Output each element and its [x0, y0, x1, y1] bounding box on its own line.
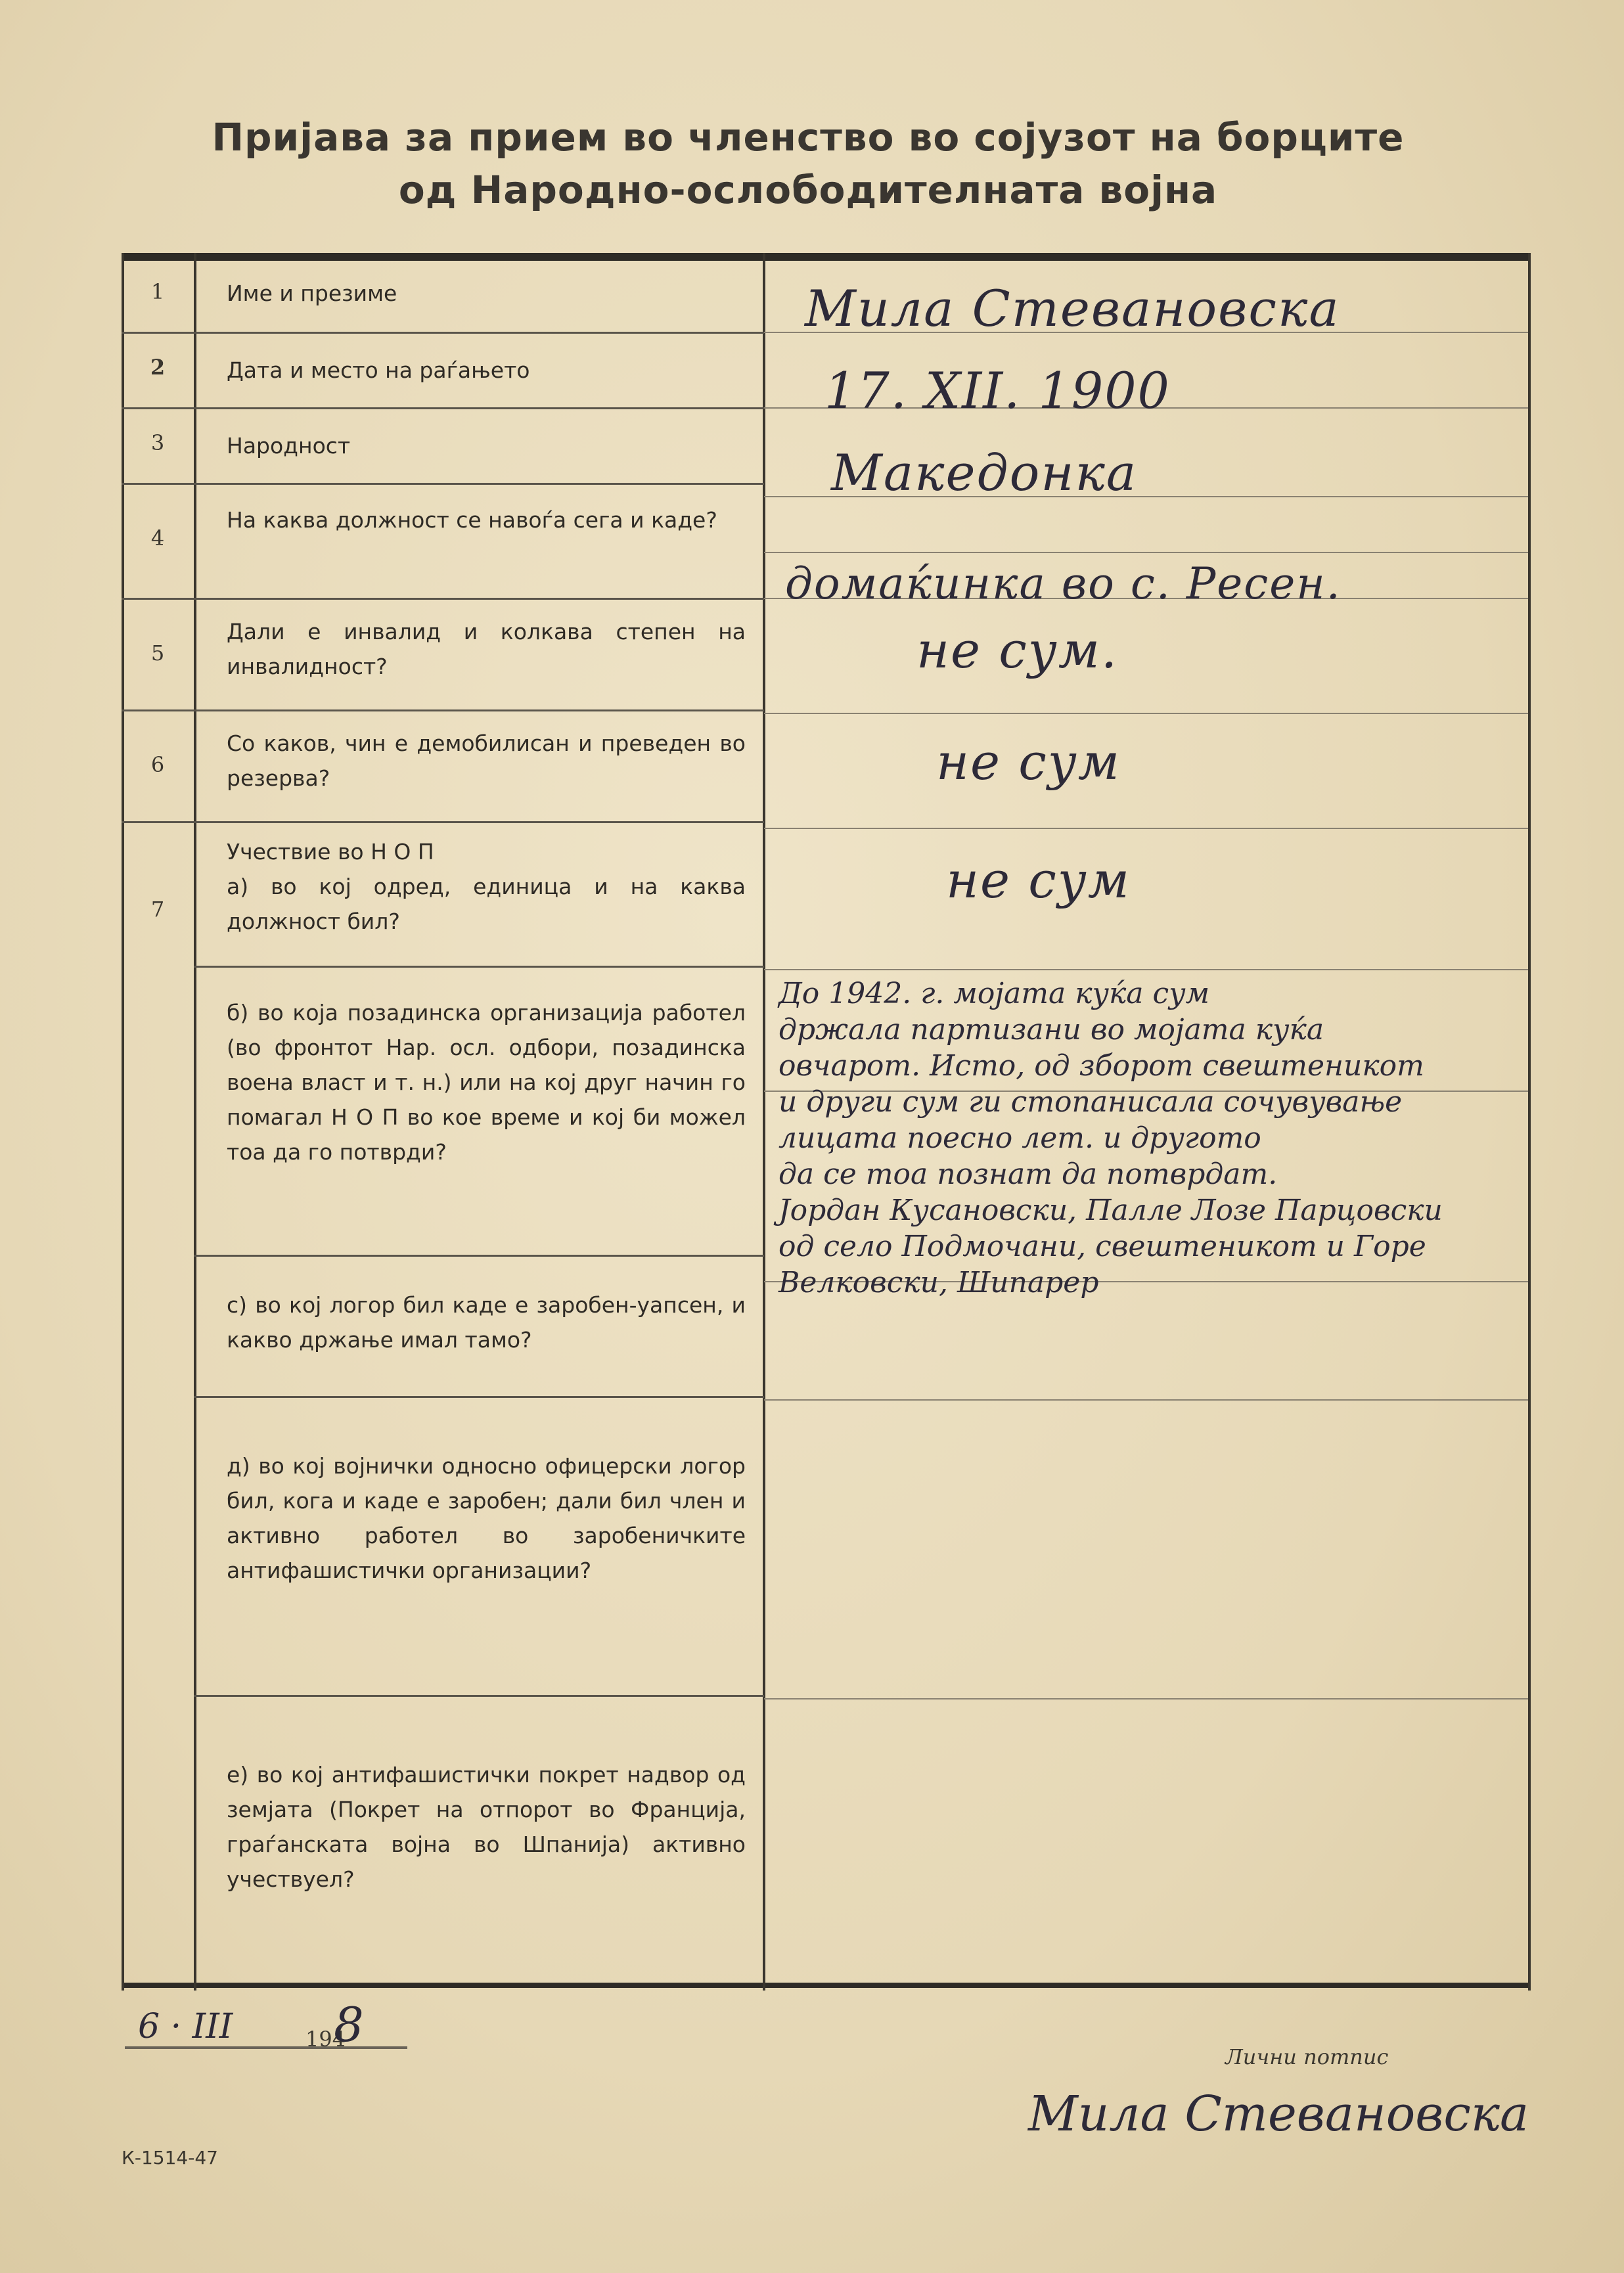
answer-column-divider	[763, 253, 765, 1991]
row-divider	[194, 821, 764, 823]
row-divider	[194, 1695, 764, 1697]
answer-line-text: Јордан Кусановски, Палле Лозе Парцовски	[778, 1194, 1443, 1227]
table-left-border	[122, 253, 124, 1991]
answer-birth: 17. XII. 1900	[824, 361, 1171, 420]
answer-nationality: Македонка	[831, 443, 1138, 502]
question-nop-a: Учествие во Н О П а) во кој одред, единица и на каква должност бил?	[227, 839, 746, 934]
question-nop-c: с) во кој логор бил каде е заробен-уапсен, и какво држање имал тамо?	[227, 1292, 746, 1353]
form-title-line2: од Народно-ослободителната војна	[398, 168, 1218, 212]
answer-line-text: од село Подмочани, свештеникот и Горе	[778, 1230, 1426, 1263]
question-nop-e: е) во кој антифашистички покрет надвор од земјата (Покрет на отпорот во Франција, граѓанската војна во Шпанија) активно учествуел?	[227, 1762, 746, 1892]
question-demobilized: Со каков, чин е демобилисан и преведен во резерва?	[227, 731, 746, 791]
row-divider	[194, 1396, 764, 1398]
number-divider	[122, 332, 195, 334]
handwritten-year-digit: 8	[334, 1997, 364, 2052]
answer-demobilized: не сум	[936, 732, 1121, 791]
number-column-divider	[194, 253, 196, 1991]
row-number: 5	[150, 641, 165, 665]
row-divider	[194, 709, 764, 711]
answer-name: Мила Стевановска	[805, 279, 1340, 338]
answer-invalid: не сум.	[916, 621, 1119, 679]
form-title-line1: Пријава за прием во членство во сојузот на борците	[212, 115, 1405, 160]
row-divider	[194, 407, 764, 409]
question-invalid: Дали е инвалид и колкава степен на инвалидност?	[227, 619, 746, 679]
answer-position: домаќинка во с. Ресен.	[785, 558, 1342, 609]
answer-line-text: овчарот. Исто, од зборот свештеникот	[778, 1049, 1424, 1083]
number-divider	[122, 709, 195, 711]
question-nop-d: д) во кој војнички односно офицерски логор бил, кога и каде е заробен; дали бил член и активно работел во заробеничките антифашистички организации?	[227, 1453, 746, 1583]
answer-line	[764, 969, 1528, 970]
answer-line-text: До 1942. г. мојата куќа сум	[778, 977, 1210, 1010]
row-number: 3	[150, 430, 165, 455]
row-divider	[194, 332, 764, 334]
row-divider	[194, 1255, 764, 1257]
signature-label: Лични потпис	[1225, 2044, 1389, 2069]
row-number: 7	[150, 897, 165, 922]
answer-line-text: да се тоа познат да потврдат.	[778, 1158, 1278, 1191]
form-code: К-1514-47	[122, 2147, 218, 2169]
answer-line-text: и други сум ги стопанисала сочувување	[778, 1085, 1403, 1119]
question-nationality: Народност	[227, 433, 351, 459]
application-form-table	[122, 253, 1531, 1991]
number-divider	[122, 483, 195, 485]
answer-line-text: држала партизани во мојата куќа	[778, 1013, 1324, 1046]
table-top-border	[122, 253, 1531, 261]
question-name: Име и презиме	[227, 281, 397, 306]
number-divider	[122, 598, 195, 600]
row-number: 1	[150, 279, 165, 304]
question-nop-b: б) во која позадинска организација работел (во фронтот Нар. осл. одбори, позадинска военa власт и т. н.) или на кој друг начин го помагал Н О П во кое време и кој би можел тоа да го потврди?	[227, 1000, 746, 1165]
row-divider	[194, 598, 764, 600]
table-bottom-border	[122, 1983, 1531, 1988]
date-line	[125, 2046, 407, 2049]
row-number: 2	[150, 355, 166, 380]
number-divider	[122, 407, 195, 409]
row-number: 4	[150, 526, 165, 551]
question-birth: Дата и место на раѓањето	[227, 357, 530, 383]
answer-line	[764, 713, 1528, 714]
answer-line	[764, 1399, 1528, 1401]
signature: Мила Стевановска	[1028, 2086, 1529, 2142]
answer-line	[764, 1698, 1528, 1699]
row-divider	[194, 483, 764, 485]
answer-line-text: лицата поесно лет. и другото	[778, 1121, 1261, 1155]
handwritten-date: 6 · III	[138, 2007, 233, 2046]
answer-line-text: Велковски, Шипарер	[778, 1266, 1099, 1299]
printed-year: 194	[305, 2027, 346, 2052]
answer-line	[764, 552, 1528, 553]
row-number: 6	[150, 752, 165, 777]
question-position: На каква должност се навоѓа сега и каде?	[227, 507, 717, 533]
answer-line	[764, 828, 1528, 829]
table-right-border	[1528, 253, 1531, 1991]
answer-nop-a: не сум	[946, 851, 1131, 909]
number-divider	[122, 821, 195, 823]
row-divider	[194, 966, 764, 968]
